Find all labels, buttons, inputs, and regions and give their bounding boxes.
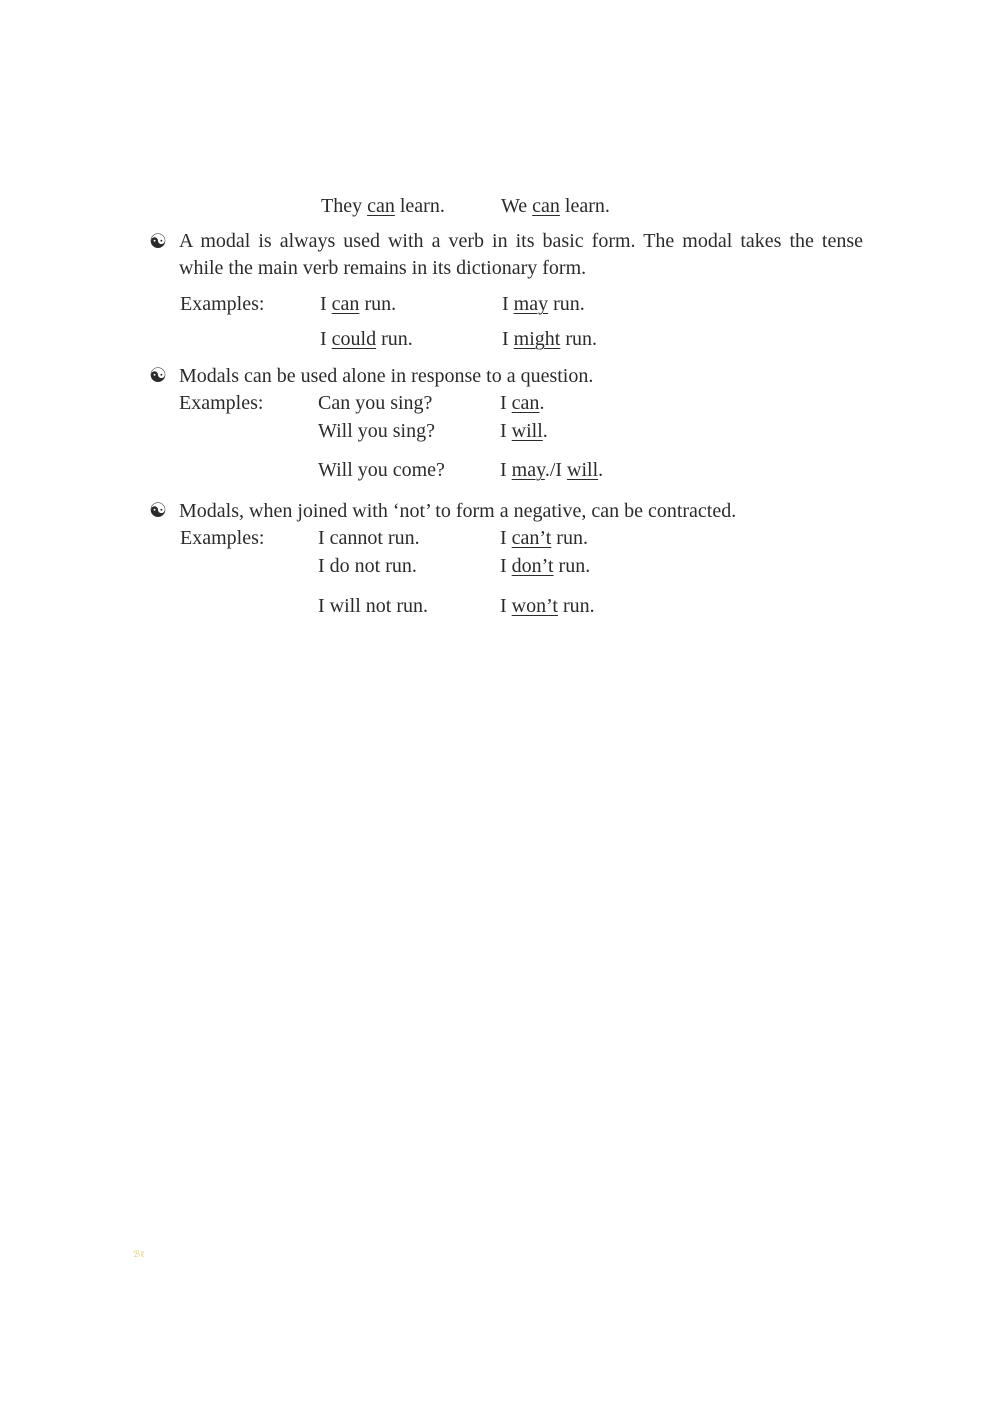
example-text: I bbox=[500, 459, 512, 481]
example-text: learn. bbox=[559, 195, 610, 217]
example-text: run. bbox=[376, 328, 413, 350]
example-text: ./I bbox=[544, 459, 568, 481]
watermark-logo: ℬℓ bbox=[133, 1249, 145, 1259]
example-text: run. bbox=[560, 328, 598, 350]
modal-word: may bbox=[513, 293, 549, 315]
example-text: run. bbox=[548, 293, 585, 315]
section2-text: Modals can be used alone in response to a question. bbox=[179, 365, 594, 387]
section3-examples-label: Examples: bbox=[180, 527, 265, 549]
section1-row2-right bbox=[502, 327, 597, 351]
section3-text: Modals, when joined with ‘not’ to form a negative, can be contracted. bbox=[179, 500, 737, 522]
modal-word: will bbox=[567, 459, 599, 481]
modal-word: can’t bbox=[511, 527, 552, 549]
yin-yang-icon: ☯ bbox=[149, 365, 167, 387]
section1-row2-left bbox=[320, 327, 413, 351]
section2-examples-label: Examples: bbox=[179, 392, 264, 414]
section2-question: Will you sing? bbox=[318, 420, 435, 442]
example-text: . bbox=[539, 392, 545, 414]
yin-yang-icon: ☯ bbox=[149, 500, 167, 522]
section2-answer bbox=[500, 458, 603, 482]
example-text: I bbox=[502, 328, 514, 350]
example-text: run. bbox=[553, 555, 591, 577]
section2-question: Will you come? bbox=[318, 459, 445, 481]
example-text: I bbox=[500, 420, 512, 442]
modal-word: don’t bbox=[511, 555, 554, 577]
yin-yang-icon: ☯ bbox=[149, 231, 167, 253]
example-text: I bbox=[500, 595, 512, 617]
example-text: run. bbox=[557, 595, 595, 617]
modal-word: won’t bbox=[511, 595, 558, 617]
section1-row1-right bbox=[502, 292, 585, 316]
modal-word: might bbox=[513, 328, 561, 350]
top-example-right bbox=[501, 194, 610, 218]
modal-word: can bbox=[532, 195, 560, 217]
example-text: run. bbox=[551, 527, 588, 549]
modal-word: will bbox=[511, 420, 543, 442]
section2-question: Can you sing? bbox=[318, 392, 433, 414]
section3-contracted-form bbox=[500, 554, 590, 578]
section1-row1-left bbox=[320, 292, 396, 316]
section3-full-form: I cannot run. bbox=[318, 527, 420, 549]
example-text: . bbox=[542, 420, 548, 442]
example-text: I bbox=[500, 555, 512, 577]
top-example-left bbox=[321, 194, 445, 218]
modal-word: could bbox=[331, 328, 377, 350]
modal-word: can bbox=[511, 392, 540, 414]
example-text: They bbox=[321, 195, 368, 217]
modal-word: can bbox=[367, 195, 395, 217]
section1-text: A modal is always used with a verb in its basic form. The modal takes the tense while the main verb remains in its dictionary form. bbox=[179, 230, 863, 279]
example-text: I bbox=[320, 328, 332, 350]
example-text: run. bbox=[359, 293, 397, 315]
example-text: I bbox=[500, 392, 512, 414]
example-text: We bbox=[501, 195, 533, 217]
section2-answer bbox=[500, 391, 544, 415]
example-text: . bbox=[598, 459, 604, 481]
example-text: I bbox=[502, 293, 514, 315]
modal-word: can bbox=[331, 293, 360, 315]
section1-examples-label: Examples: bbox=[180, 293, 265, 315]
section2-answer bbox=[500, 419, 548, 443]
example-text: I bbox=[320, 293, 332, 315]
section3-full-form: I will not run. bbox=[318, 595, 428, 617]
section3-full-form: I do not run. bbox=[318, 555, 417, 577]
modal-word: may bbox=[511, 459, 545, 481]
example-text: learn. bbox=[394, 195, 445, 217]
section3-contracted-form bbox=[500, 594, 595, 618]
section3-contracted-form bbox=[500, 526, 588, 550]
example-text: I bbox=[500, 527, 512, 549]
